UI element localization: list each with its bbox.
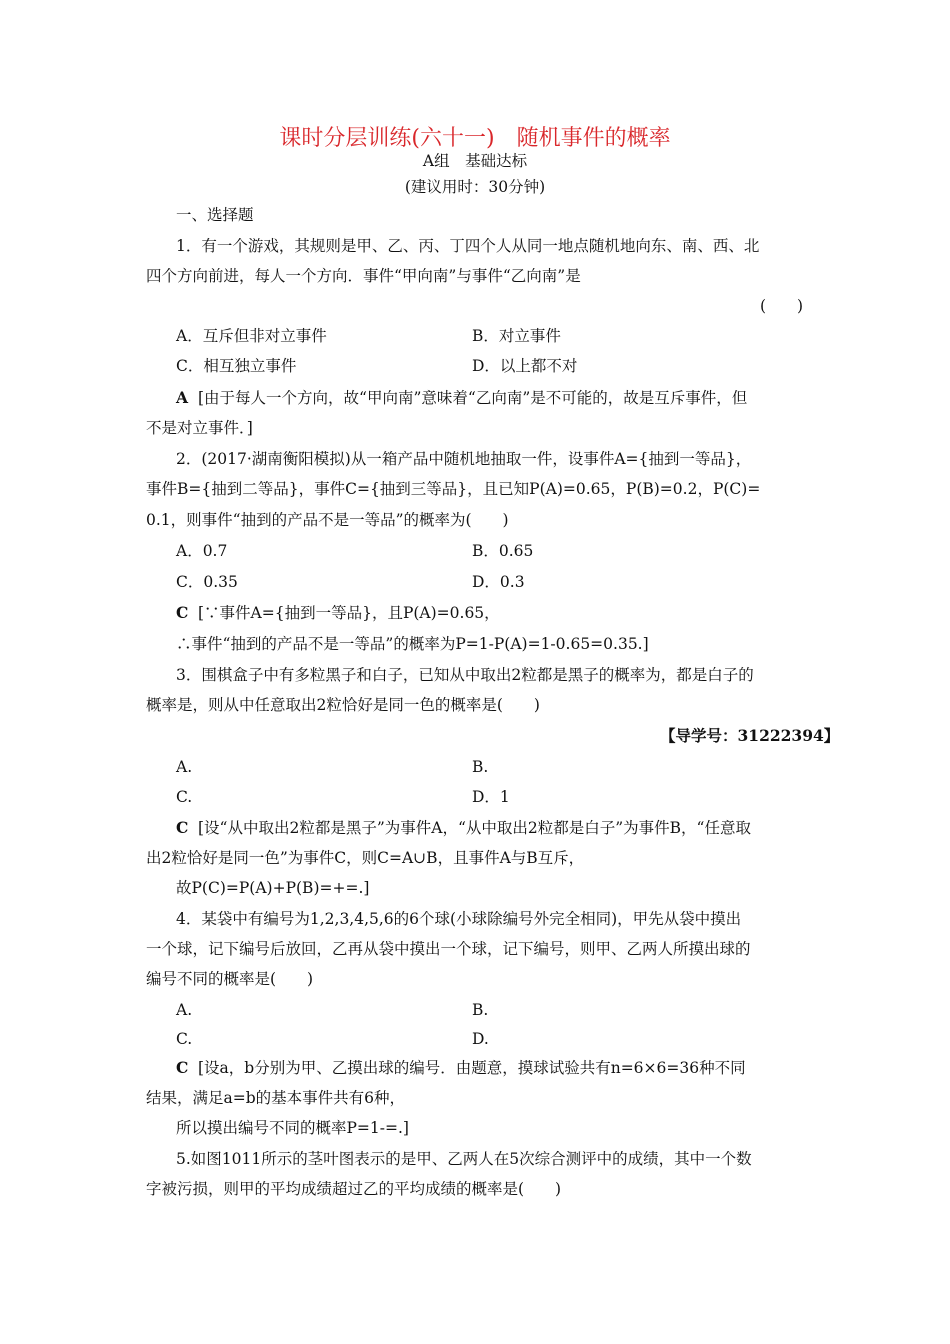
section-heading: 一、选择题 (176, 206, 254, 224)
q1-answer: A (176, 388, 189, 407)
q1-explanation-1: [由于每人一个方向，故“甲向南”意味着“乙向南”是不可能的，故是互斥事件，但 (198, 389, 748, 407)
q2-line2: 事件B={抽到二等品}，事件C={抽到三等品}，且已知P(A)=0.65，P(B)=0.2，P(C)= (146, 480, 761, 498)
q4-answer: C (176, 1058, 189, 1077)
q1-explanation-2: 不是对立事件．] (146, 419, 253, 437)
q2-option-b: B．0.65 (472, 542, 534, 560)
q1-option-b: B．对立事件 (472, 327, 561, 345)
q4-explanation-3: 所以摸出编号不同的概率P=1-=.] (176, 1119, 409, 1137)
q4-line2: 一个球，记下编号后放回，乙再从袋中摸出一个球，记下编号，则甲、乙两人所摸出球的 (146, 940, 751, 958)
q1-option-c: C．相互独立事件 (176, 357, 297, 375)
q2-explanation-2: ∴事件“抽到的产品不是一等品”的概率为P=1-P(A)=1-0.65=0.35.] (176, 635, 649, 653)
q4-explanation-1: [设a，b分别为甲、乙摸出球的编号．由题意，摸球试验共有n=6×6=36种不同 (198, 1059, 746, 1077)
q1-paren: ( ) (760, 297, 804, 315)
q4-option-a: A. (176, 1001, 193, 1019)
q4-option-d: D. (472, 1030, 489, 1048)
suggested-time: (建议用时：30分钟) (404, 178, 546, 196)
q2-option-d: D．0.3 (472, 573, 525, 591)
page-title: 课时分层训练(六十一) 随机事件的概率 (279, 126, 671, 151)
q4-option-c: C. (176, 1030, 193, 1048)
q4-line3: 编号不同的概率是( ) (146, 970, 314, 988)
q3-explanation-3: 故P(C)=P(A)+P(B)=+=.] (176, 879, 370, 897)
q3-line2: 概率是，则从中任意取出2粒恰好是同一色的概率是( ) (146, 696, 540, 714)
q3-answer: C (176, 818, 189, 837)
q2-line1: 2．(2017·湖南衡阳模拟)从一箱产品中随机地抽取一件，设事件A={抽到一等品}， (176, 450, 752, 468)
q3-option-b: B. (472, 758, 489, 776)
q3-explanation-2: 出2粒恰好是同一色”为事件C，则C=A∪B，且事件A与B互斥， (146, 849, 585, 867)
guide-number: 【导学号：31222394】 (660, 726, 840, 745)
q1-line1: 1．有一个游戏，其规则是甲、乙、丙、丁四个人从同一地点随机地向东、南、西、北 (176, 237, 760, 255)
q2-line3: 0.1，则事件“抽到的产品不是一等品”的概率为( ) (146, 511, 509, 529)
q1-option-d: D．以上都不对 (472, 357, 578, 375)
q1-option-a: A．互斥但非对立事件 (176, 327, 327, 345)
q2-option-a: A．0.7 (176, 542, 228, 560)
q2-option-c: C．0.35 (176, 573, 238, 591)
q3-option-d: D．1 (472, 788, 510, 806)
q4-option-b: B. (472, 1001, 489, 1019)
q3-option-a: A. (176, 758, 193, 776)
q3-explanation-1: [设“从中取出2粒都是黑子”为事件A，“从中取出2粒都是白子”为事件B，“任意取 (198, 819, 751, 837)
q3-option-c: C. (176, 788, 193, 806)
q4-explanation-2: 结果，满足a=b的基本事件共有6种， (146, 1089, 406, 1107)
q4-line1: 4．某袋中有编号为1,2,3,4,5,6的6个球(小球除编号外完全相同)，甲先从袋中摸出 (176, 910, 742, 928)
q3-line1: 3．围棋盒子中有多粒黑子和白子，已知从中取出2粒都是黑子的概率为，都是白子的 (176, 666, 754, 684)
q2-explanation-1: [∵事件A={抽到一等品}，且P(A)=0.65， (198, 604, 500, 622)
q2-answer: C (176, 603, 189, 622)
group-label: A组 基础达标 (422, 152, 528, 170)
q5-line1: 5.如图1011所示的茎叶图表示的是甲、乙两人在5次综合测评中的成绩，其中一个数 (176, 1150, 752, 1168)
q1-line2: 四个方向前进，每人一个方向．事件“甲向南”与事件“乙向南”是 (146, 267, 581, 285)
q5-line2: 字被污损，则甲的平均成绩超过乙的平均成绩的概率是( ) (146, 1180, 562, 1198)
